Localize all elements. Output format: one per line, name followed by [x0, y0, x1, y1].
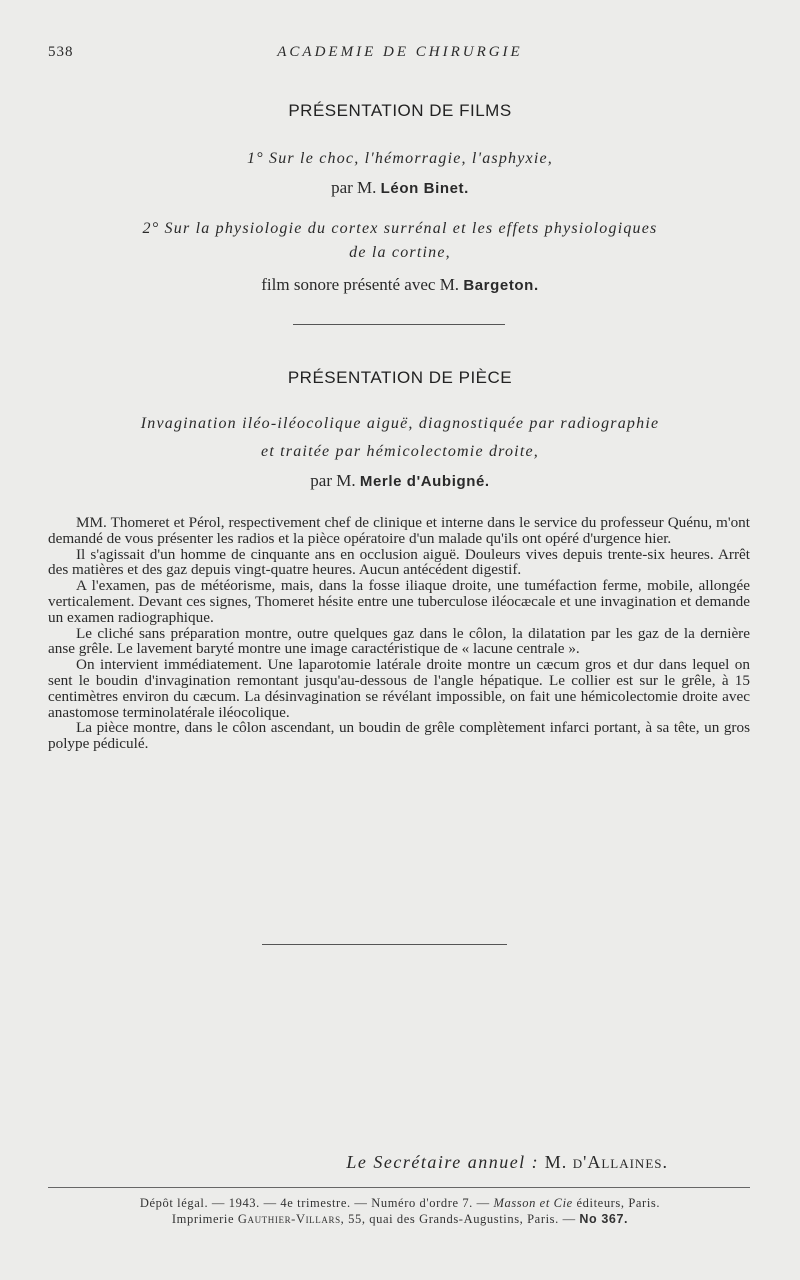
paragraph: On intervient immédiatement. Une laparotomie latérale droite montre un cæcum gros et dur dans lequel on sent le boudin d'invagination remontant jusqu'au-dessous de l'angle hépatique. Le collier est sur le grêle, à 15 centimètres environ du cæcum. La désinvagination se révélant impossible, on fait une hémicolectomie droite avec anastomose terminolatérale iléocolique. — [48, 656, 750, 721]
paragraph: La pièce montre, dans le côlon ascendant, un boudin de grêle complètement infarci portant, à sa tête, un gros polype pédiculé. — [48, 719, 750, 753]
paragraph: Il s'agissait d'un homme de cinquante ans en occlusion aiguë. Douleurs vives depuis trente-six heures. Arrêt des matières et des gaz depuis vingt-quatre heures. Aucun antécédent digestif. — [48, 545, 750, 579]
piece-title-line1: Invagination iléo-iléocolique aiguë, diagnostiquée par radiographie — [140, 415, 660, 432]
journal-title: ACADEMIE DE CHIRURGIE — [277, 44, 523, 60]
secretary-label: Le Secrétaire annuel : — [346, 1152, 540, 1172]
film1-author: Léon Binet. — [380, 180, 469, 197]
film2-title-line2: de la cortine, — [349, 244, 451, 261]
secretary-signature — [346, 1152, 668, 1173]
film2-author: Bargeton. — [463, 277, 539, 294]
secretary-name: d'Allaines. — [572, 1152, 668, 1172]
piece-byline — [40, 471, 760, 491]
running-head — [48, 44, 752, 64]
film1-byline — [40, 178, 760, 198]
paragraph: Le cliché sans préparation montre, outre quelques gaz dans le côlon, la dilatation par les gaz de la dernière anse grêle. Le lavement baryté montre une image caractéristique de « lacune centrale ». — [48, 624, 750, 658]
separator-rule — [293, 324, 505, 325]
footer-line1 — [0, 1196, 800, 1211]
legal-deposit: Dépôt légal. — 1943. — 4e trimestre. — Numéro d'ordre 7. — — [139, 1196, 490, 1210]
film2-number: 2° — [142, 220, 160, 237]
publisher: Masson et Cie — [493, 1196, 573, 1210]
film2-note: film sonore présenté avec M. — [261, 275, 460, 294]
paragraph: A l'examen, pas de météorisme, mais, dans la fosse iliaque droite, une tuméfaction ferme, mobile, allongée verticalement. Devant ces signes, Thomeret hésite entre une tuberculose iléocæcale et une invagination et demande un examen radiographique. — [48, 577, 750, 626]
film2-title-line1 — [40, 220, 760, 238]
film1-number: 1° — [247, 150, 264, 167]
films-heading: PRÉSENTATION DE FILMS — [288, 101, 512, 120]
page-number: 538 — [48, 44, 74, 60]
piece-author: Merle d'Aubigné. — [359, 473, 490, 490]
footer-rule — [48, 1187, 750, 1188]
printer-name: Gauthier-Villars — [237, 1212, 341, 1226]
paragraph: MM. Thomeret et Pérol, respectivement chef de clinique et interne dans le service du professeur Quénu, m'ont demandé de vous présenter les radios et la pièce opératoire d'un malade qu'ils ont opéré d'urgence hier. — [48, 514, 750, 547]
piece-heading: PRÉSENTATION DE PIÈCE — [287, 368, 513, 387]
film1-by: par M. — [331, 178, 377, 197]
printer-address: , 55, quai des Grands-Augustins, Paris. — — [340, 1212, 576, 1226]
film2-byline — [40, 275, 760, 295]
film1-title — [40, 150, 760, 168]
film2-title-text: Sur la physiologie du cortex surrénal et les effets physiologiques — [164, 220, 658, 237]
piece-title-line2: et traitée par hémicolectomie droite, — [261, 443, 539, 460]
printer-prefix: Imprimerie — [171, 1212, 235, 1226]
publisher-suffix: éditeurs, Paris. — [576, 1196, 661, 1210]
piece-by: par M. — [310, 471, 356, 490]
issue-number: No 367. — [579, 1212, 629, 1226]
footer-line2 — [0, 1212, 800, 1227]
secretary-prefix: M. — [544, 1152, 568, 1172]
film1-title-text: Sur le choc, l'hémorragie, l'asphyxie, — [269, 150, 553, 167]
end-rule — [262, 944, 507, 945]
case-report-text — [48, 515, 750, 752]
